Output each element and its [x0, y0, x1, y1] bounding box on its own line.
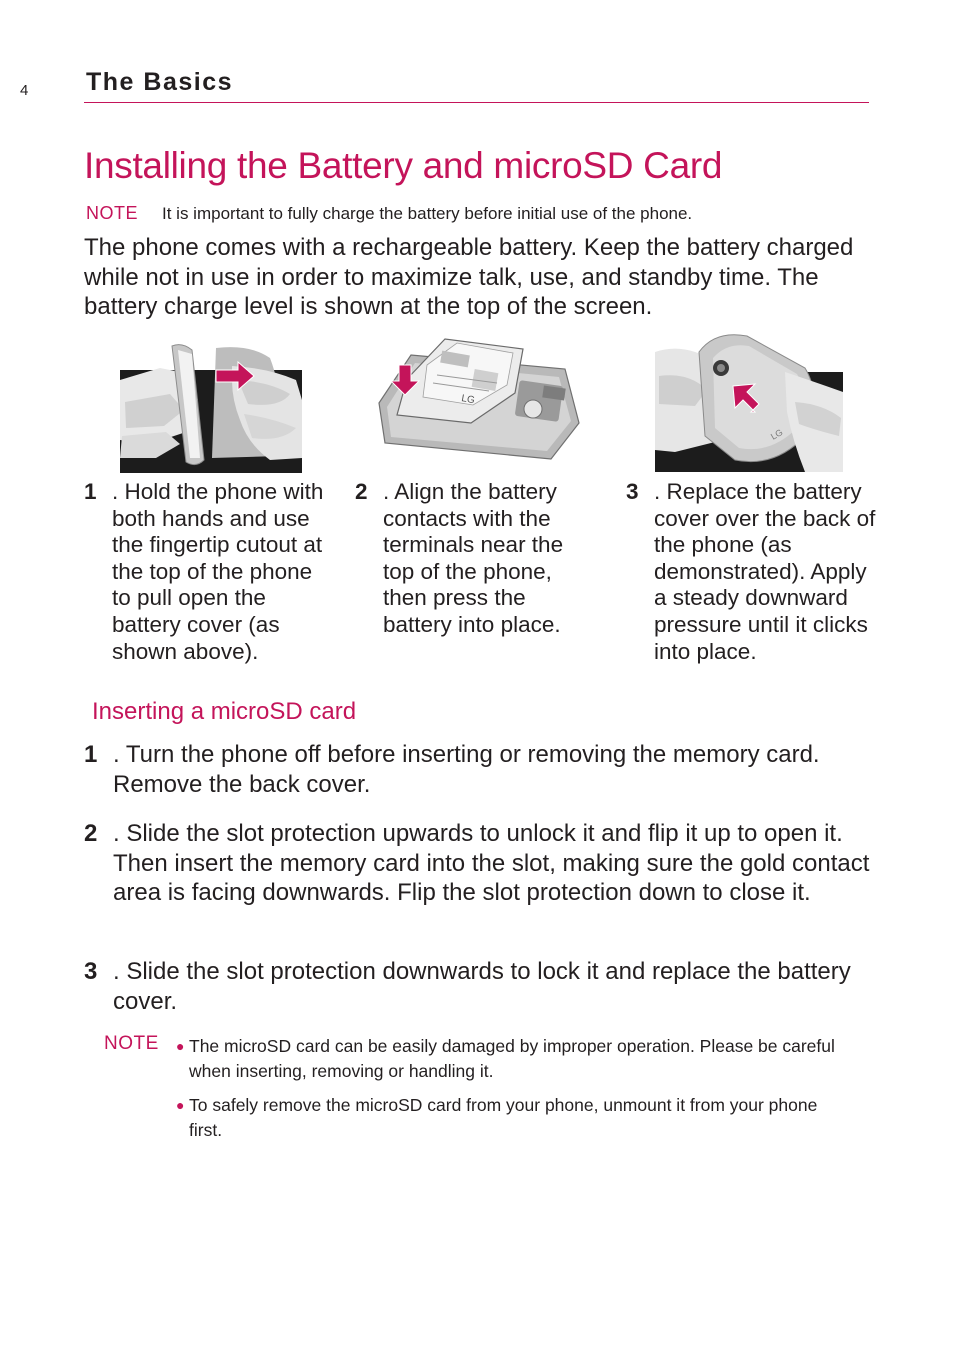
bullet-dot: ● [176, 1097, 185, 1113]
note-bullet [176, 1093, 846, 1143]
step-text: . Slide the slot protection downwards to lock it and replace the battery cover. [113, 958, 851, 1015]
step-text: . Align the battery contacts with the terminals near the top of the phone, then press the battery into place. [383, 479, 564, 637]
microsd-step-2 [84, 819, 874, 908]
illustration-insert-battery [367, 331, 586, 463]
step-text: . Hold the phone with both hands and use the fingertip cutout at the top of the phone to pull open the battery cover (as shown above). [112, 479, 324, 664]
illustration-replace-cover [655, 332, 843, 472]
note-label: NOTE [86, 203, 139, 223]
step-number: 1 [84, 479, 97, 504]
note-bullet [176, 1034, 846, 1084]
page-number: 4 [20, 82, 29, 99]
illustration-open-cover [120, 340, 302, 473]
battery-step-2 [355, 479, 600, 639]
step-text: . Turn the phone off before inserting or removing the memory card. Remove the back cover. [113, 741, 820, 798]
step-number: 3 [626, 479, 639, 504]
bullet-dot: ● [176, 1038, 185, 1054]
intro-paragraph: The phone comes with a rechargeable battery. Keep the battery charged while not in use in order to maximize talk, use, and standby time. The battery charge level is shown at the top of the screen. [84, 234, 854, 320]
battery-step-1 [84, 479, 329, 665]
microsd-step-1 [84, 740, 874, 799]
section-header: The Basics [86, 68, 234, 96]
note-battery-charge [86, 203, 692, 224]
step-number: 1 [84, 741, 98, 768]
step-number: 2 [355, 479, 368, 504]
subheading-microsd: Inserting a microSD card [92, 698, 357, 725]
microsd-step-3 [84, 957, 874, 1016]
step-text: . Replace the battery cover over the back of the phone (as demonstrated). Apply a steady downward pressure until it clicks into place. [654, 479, 876, 664]
step-number: 3 [84, 958, 98, 985]
note-bullet-text: The microSD card can be easily damaged by improper operation. Please be careful when inserting, removing or handling it. [189, 1036, 835, 1081]
phone-back-logo-text: LG [769, 427, 785, 442]
note-text: It is important to fully charge the battery before initial use of the phone. [162, 204, 693, 223]
page-title: Installing the Battery and microSD Card [84, 145, 723, 186]
note-label: NOTE [104, 1033, 159, 1054]
battery-step-3 [626, 479, 876, 665]
header-rule [84, 102, 869, 103]
step-text: . Slide the slot protection upwards to unlock it and flip it up to open it. Then insert the memory card into the slot, making sure the gold contact area is facing downwards. Flip the slot protection down to close it. [113, 820, 870, 907]
step-number: 2 [84, 820, 98, 847]
battery-logo-text: LG [460, 393, 476, 407]
note-bullet-text: To safely remove the microSD card from your phone, unmount it from your phone first. [189, 1095, 818, 1140]
